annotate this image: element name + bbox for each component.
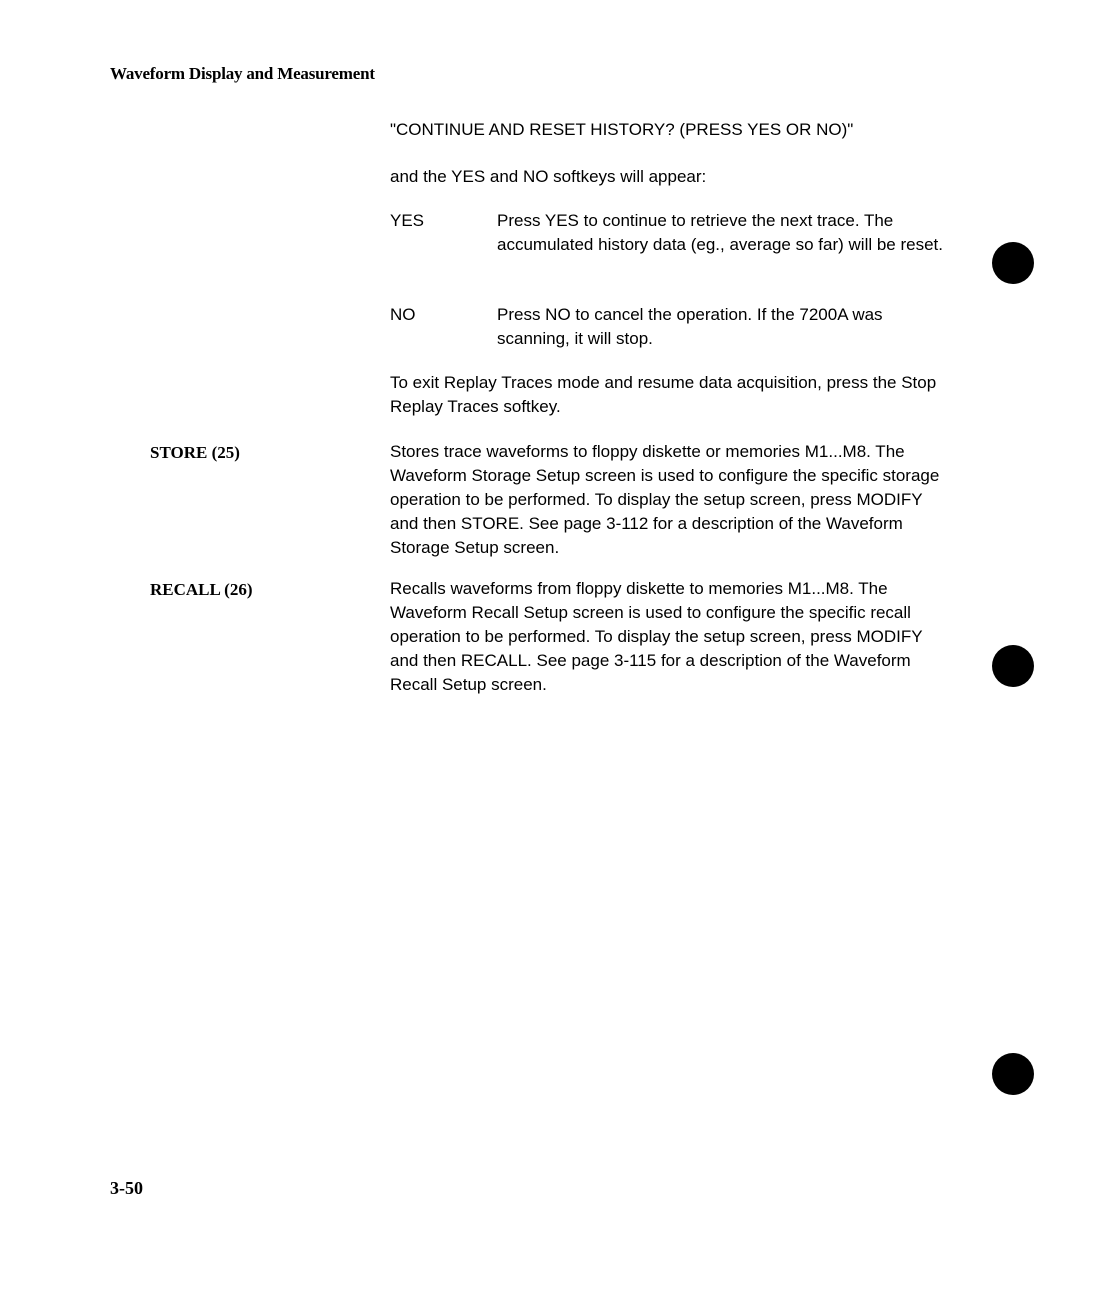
option-term: NO	[390, 305, 416, 324]
prompt-message: "CONTINUE AND RESET HISTORY? (PRESS YES OR NO)"	[390, 120, 854, 139]
exit-note: To exit Replay Traces mode and resume data acquisition, press the Stop Replay Traces softkey.	[390, 373, 937, 416]
page-header: Waveform Display and Measurement	[110, 64, 375, 83]
option-description: Press NO to cancel the operation. If the 7200A was scanning, it will stop.	[497, 305, 883, 348]
binder-hole-mark	[992, 1053, 1034, 1095]
page-number: 3-50	[110, 1178, 143, 1198]
section-text: Recalls waveforms from floppy diskette to memories M1...M8. The Waveform Recall Setup screen is used to configure the specific recall operation to be performed. To display the setup screen, press MODIFY and then RECALL. See page 3-115 for a description of the Waveform Recall Setup screen.	[390, 579, 923, 694]
binder-hole-mark	[992, 242, 1034, 284]
option-term: YES	[390, 211, 425, 230]
binder-hole-mark	[992, 645, 1034, 687]
section-text: Stores trace waveforms to floppy diskette or memories M1...M8. The Waveform Storage Setup screen is used to configure the specific storage operation to be performed. To display the setup screen, press MODIFY and then STORE. See page 3-112 for a description of the Waveform Storage Setup screen.	[390, 442, 940, 557]
section-label: RECALL (26)	[150, 580, 253, 599]
option-description: Press YES to continue to retrieve the next trace. The accumulated history data (eg., average so far) will be reset.	[497, 211, 943, 254]
section-label: STORE (25)	[150, 443, 240, 462]
softkeys-note: and the YES and NO softkeys will appear:	[390, 167, 707, 186]
